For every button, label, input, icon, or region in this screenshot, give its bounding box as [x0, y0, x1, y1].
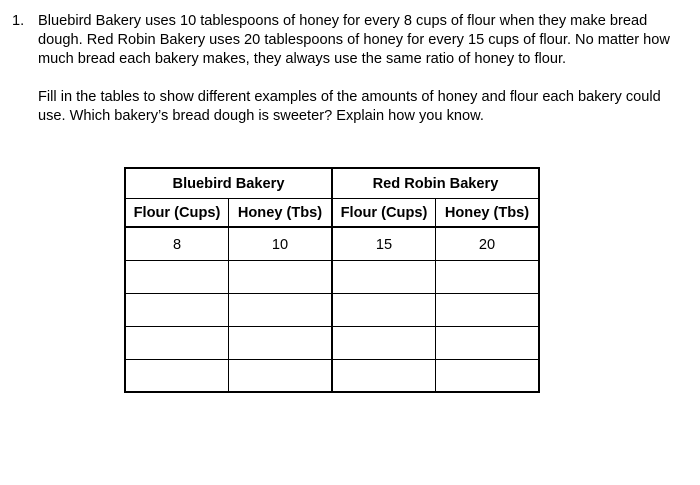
bluebird-flour-cell[interactable]	[125, 260, 229, 293]
bluebird-flour-cell[interactable]	[125, 293, 229, 326]
bluebird-honey-cell[interactable]	[229, 293, 333, 326]
bluebird-flour-cell[interactable]	[125, 326, 229, 359]
table-row	[125, 326, 539, 359]
table-row	[125, 260, 539, 293]
bluebird-flour-cell[interactable]	[125, 359, 229, 392]
red-robin-flour-cell[interactable]: 15	[332, 227, 436, 260]
red-robin-honey-cell[interactable]	[436, 359, 540, 392]
red-robin-flour-cell[interactable]	[332, 260, 436, 293]
ratio-table	[124, 167, 540, 393]
red-robin-flour-cell[interactable]	[332, 326, 436, 359]
red-robin-honey-cell[interactable]	[436, 326, 540, 359]
bluebird-bakery-header: Bluebird Bakery	[125, 168, 332, 199]
table-row	[125, 359, 539, 392]
red-robin-flour-cell[interactable]	[332, 293, 436, 326]
red-robin-flour-header: Flour (Cups)	[332, 199, 436, 228]
red-robin-bakery-header: Red Robin Bakery	[332, 168, 539, 199]
red-robin-honey-header: Honey (Tbs)	[436, 199, 540, 228]
ratio-tables	[124, 167, 540, 393]
bluebird-honey-cell[interactable]	[229, 260, 333, 293]
red-robin-honey-cell[interactable]: 20	[436, 227, 540, 260]
bluebird-flour-header: Flour (Cups)	[125, 199, 229, 228]
question-intro: Bluebird Bakery uses 10 tablespoons of honey for every 8 cups of flour when they make bread dough. Red Robin Bakery uses 20 tablespoons of honey for every 15 cups of flour. No matter how much bread each bakery makes, they always use the same ratio of honey to flour.	[38, 13, 670, 67]
bluebird-flour-cell[interactable]: 8	[125, 227, 229, 260]
bluebird-honey-header: Honey (Tbs)	[229, 199, 333, 228]
bluebird-honey-cell[interactable]: 10	[229, 227, 333, 260]
bluebird-honey-cell[interactable]	[229, 359, 333, 392]
bakery-header-row	[125, 168, 539, 199]
table-row	[125, 293, 539, 326]
question-prompt: Fill in the tables to show different examples of the amounts of honey and flour each bakery could use. Which bakery’s bread dough is sweeter? Explain how you know.	[38, 89, 661, 124]
question-body	[38, 12, 690, 126]
red-robin-honey-cell[interactable]	[436, 260, 540, 293]
bluebird-honey-cell[interactable]	[229, 326, 333, 359]
question-number: 1.	[12, 13, 25, 29]
question-1	[12, 12, 690, 126]
column-header-row	[125, 199, 539, 228]
table-row	[125, 227, 539, 260]
red-robin-honey-cell[interactable]	[436, 293, 540, 326]
red-robin-flour-cell[interactable]	[332, 359, 436, 392]
